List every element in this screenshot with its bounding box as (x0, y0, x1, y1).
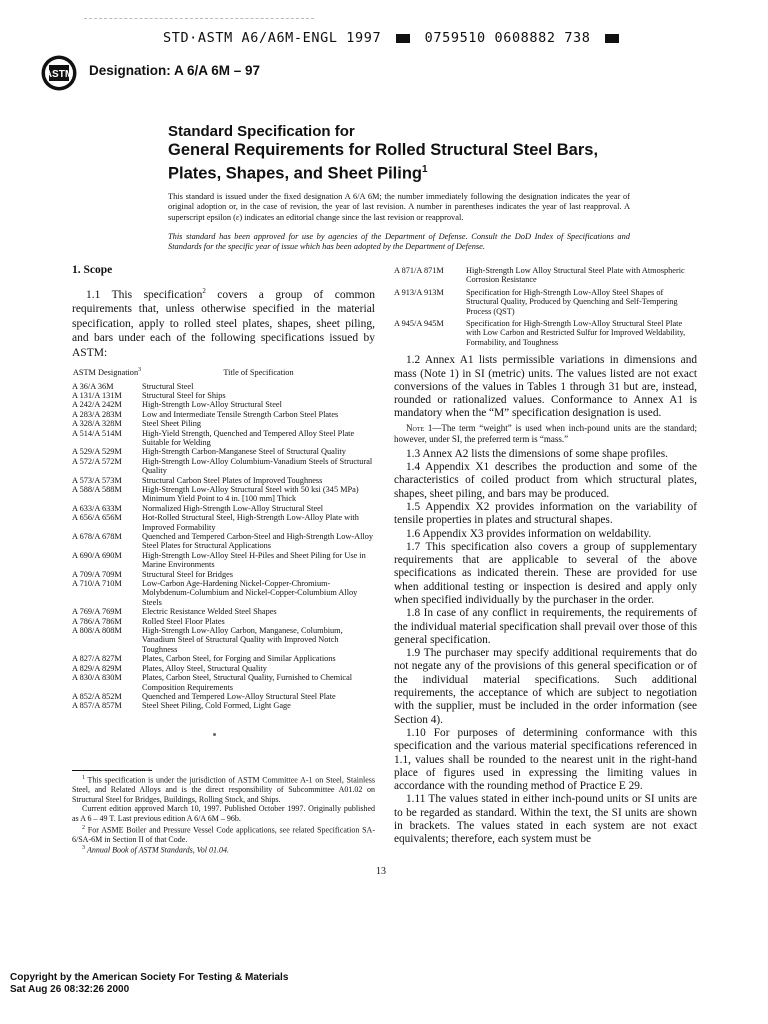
spec-designation: A 829/A 829M (72, 663, 122, 673)
spec-designation: A 242/A 242M (72, 400, 122, 410)
title-main: General Requirements for Rolled Structural Steel Bars, Plates, Shapes, and Sheet Piling (168, 141, 599, 183)
spec-title: High-Strength Low-Alloy Carbon, Manganese, Columbium, Vanadium Steel of Structural Quality with Improved Notch Toughness (142, 626, 343, 654)
p11-footnote-mark: 2 (202, 287, 206, 295)
table-row (72, 476, 375, 485)
approved-note: This standard has been approved for use by agencies of the Department of Defense. Consult the DoD Index of Specifications and Standards for the specific year of issue which has been adopted by the Department of Defense. (168, 232, 630, 252)
spec-title: High-Strength Low-Alloy Columbium-Vanadium Steels of Structural Quality (142, 456, 373, 476)
spec-designation: A 852/A 852M (72, 691, 122, 701)
table-row (72, 626, 375, 654)
table-row (72, 400, 375, 409)
spec-title: Quenched and Tempered Low-Alloy Structural Steel Plate (142, 691, 336, 701)
spec-title: Steel Sheet Piling (142, 419, 201, 429)
table-row (394, 266, 697, 288)
spec-title: Hot-Rolled Structural Steel, High-Strength Low-Alloy Plate with Improved Formability (142, 513, 359, 532)
fn3-text: Annual Book of ASTM Standards, Vol 01.04. (87, 846, 229, 856)
spec-title: Normalized High-Strength Low-Alloy Structural Steel (142, 503, 324, 513)
scope-heading: 1. Scope (72, 264, 113, 276)
fn1-mark: 1 (82, 775, 85, 781)
footnote-3 (72, 844, 375, 855)
table-row (72, 391, 375, 400)
table-row (72, 429, 375, 448)
page-number: 13 (376, 866, 386, 877)
spec-designation: A 786/A 786M (72, 616, 122, 626)
paragraph-1-4: 1.4 Appendix X1 describes the production and some of the characteristics of coiled product from which structural plates, shapes, sheet piling, and bars may be produced. (394, 461, 697, 500)
std-line-left: STD·ASTM A6/A6M-ENGL 1997 (163, 30, 382, 46)
spec-designation: A 945/A 945M (394, 319, 444, 329)
table-row (72, 664, 375, 673)
footnote-rule (72, 770, 152, 771)
table-row (72, 410, 375, 419)
spec-title: Plates, Carbon Steel, Structural Quality, Furnished to Chemical Composition Requirements (142, 673, 353, 692)
spec-designation: A 36/A 36M (72, 381, 114, 391)
p11-start: 1.1 This specification (86, 288, 203, 301)
table-row (72, 673, 375, 692)
spec-designation: A 588/A 588M (72, 484, 122, 494)
paragraph-1-11: 1.11 The values stated in either inch-pound units or SI units are to be regarded as standard. Within the text, the SI units are shown in brackets. The values stated in each system are not exact equivalents; therefore, each system must be (394, 793, 697, 846)
spec-title: Plates, Carbon Steel, for Forging and Similar Applications (142, 654, 336, 664)
col-header-designation (72, 366, 142, 381)
spec-title: High-Strength Low-Alloy Structural Steel (142, 400, 282, 410)
spec-title: Structural Carbon Steel Plates of Improved Toughness (142, 475, 323, 485)
col1-header-mark: 3 (138, 367, 142, 374)
table-row (72, 551, 375, 570)
spec-designation: A 871/A 871M (394, 266, 444, 275)
paragraph-1-1 (72, 284, 375, 360)
fn2-text: For ASME Boiler and Pressure Vessel Code applications, see related Specification SA-6/SA-6M in Section II of that Code. (72, 825, 375, 844)
paragraph-1-10: 1.10 For purposes of determining conformance with this specification and the various material specifications referenced in 1.1, values shall be rounded to the nearest unit in the right-hand place of figures used in expressing the limiting values in accordance with the rounding method of Practice E 29. (394, 726, 697, 793)
table-row (394, 319, 697, 350)
footnote-1 (72, 774, 375, 804)
spec-title: Low-Carbon Age-Hardening Nickel-Copper-Chromium-Molybdenum-Columbium and Nickel-Copper-Columbium Alloy Steels (142, 579, 358, 607)
table-row (72, 654, 375, 663)
note-1 (394, 423, 697, 445)
table-row (72, 504, 375, 513)
col-header-title: Title of Specification (223, 368, 294, 378)
table-row (394, 288, 697, 319)
spec-designation: A 633/A 633M (72, 503, 122, 513)
specification-table-continued (394, 266, 697, 350)
footnotes (72, 770, 375, 856)
document-title (168, 122, 638, 184)
title-line-1: Standard Specification for (168, 123, 355, 140)
document-id-line (163, 30, 625, 46)
footnote-2 (72, 824, 375, 845)
table-row (72, 447, 375, 456)
spec-title: High-Strength Carbon-Manganese Steel of Structural Quality (142, 447, 346, 457)
footnote-1b: Current edition approved March 10, 1997. Published October 1997. Originally published as A 6 – 49 T. Last previous edition A 6/A 6M – 96b. (72, 804, 375, 824)
title-footnote-mark: 1 (422, 164, 428, 175)
spec-designation: A 709/A 709M (72, 569, 122, 579)
spec-designation: A 573/A 573M (72, 475, 122, 485)
paragraph-1-8: 1.8 In case of any conflict in requirements, the requirements of the individual material specification shall prevail over those of this general specification. (394, 607, 697, 646)
right-column (394, 266, 697, 847)
astm-logo (40, 54, 78, 92)
spec-title: Specification for High-Strength Low-Alloy Steel Shapes of Structural Quality, Produced by Quenching and Self-Tempering Process (QST) (466, 287, 678, 316)
spec-designation: A 710/A 710M (72, 579, 122, 589)
spec-designation: A 913/A 913M (394, 287, 444, 297)
paragraph-1-9: 1.9 The purchaser may specify additional requirements that do not negate any of the provisions of this general specification or of the individual material specifications. Such additional requirements, the acceptance of which are subject to negotiation with the supplier, must be included in the order information (see Section 4). (394, 647, 697, 726)
paragraph-1-2: 1.2 Annex A1 lists permissible variations in dimensions and mass (Note 1) in SI (metric) units. The values listed are not exact conversions of the values in Tables 1 through 31 but are, instead, rounded or rationalized values. Conformance to Annex A1 is mandatory when the “M” specification designation is used. (394, 354, 697, 420)
spec-title: Rolled Steel Floor Plates (142, 616, 225, 626)
spec-title: High-Yield Strength, Quenched and Tempered Alloy Steel Plate Suitable for Welding (142, 428, 355, 447)
table-row (72, 579, 375, 607)
spec-title: Low and Intermediate Tensile Strength Carbon Steel Plates (142, 409, 339, 419)
spec-title: Structural Steel for Bridges (142, 569, 234, 579)
spec-title: High-Strength Low-Alloy Steel H-Piles and Sheet Piling for Use in Marine Environments (142, 550, 366, 570)
spec-designation: A 529/A 529M (72, 447, 122, 457)
spec-designation: A 827/A 827M (72, 654, 122, 664)
spec-title: High-Strength Low Alloy Structural Steel Plate with Atmospheric Corrosion Resistance (466, 266, 685, 285)
black-bar-mark (396, 34, 410, 43)
table-row (72, 532, 375, 551)
spec-designation: A 690/A 690M (72, 550, 122, 560)
paragraph-1-3: 1.3 Annex A2 lists the dimensions of some shape profiles. (406, 447, 669, 460)
spec-title: Plates, Alloy Steel, Structural Quality (142, 663, 267, 673)
table-row (72, 485, 375, 504)
issued-note: This standard is issued under the fixed designation A 6/A 6M; the number immediately following the designation indicates the year of original adoption or, in the case of revision, the year of last revision. A number in parentheses indicates the year of last reapproval. A superscript epsilon (ε) indicates an editorial change since the last revision or reapproval. (168, 192, 630, 222)
table-row (72, 457, 375, 476)
designation: Designation: A 6/A 6M – 97 (89, 63, 261, 78)
scan-speckle-line (84, 18, 314, 20)
copyright-line-1: Copyright by the American Society For Testing & Materials (10, 972, 289, 983)
col1-header-text: ASTM Designation (72, 368, 139, 378)
note-label: Note 1 (406, 422, 433, 433)
spec-designation: A 830/A 830M (72, 673, 122, 683)
spec-title: Specification for High-Strength Low-Alloy Structural Steel Plate with Low Carbon and Restricted Sulfur for Improved Weldability, Formability, and Toughness (466, 319, 686, 347)
spec-title: Structural Steel for Ships (142, 390, 226, 400)
spec-designation: A 328/A 328M (72, 419, 122, 429)
spec-title: Electric Resistance Welded Steel Shapes (142, 607, 277, 617)
table-row (72, 513, 375, 532)
table-row (72, 701, 375, 710)
spec-designation: A 656/A 656M (72, 513, 122, 523)
spec-designation: A 678/A 678M (72, 532, 122, 541)
spec-designation: A 572/A 572M (72, 456, 122, 466)
paragraph-1-7: 1.7 This specification also covers a group of supplementary requirements that are applicable to several of the above specifications as indicated therein. These are provided for use when additional testing or inspection is desired and apply only when specified individually by the purchaser in the order. (394, 540, 697, 606)
spec-title: Structural Steel (142, 381, 194, 391)
copyright-line-2: Sat Aug 26 08:32:26 2000 (10, 983, 130, 995)
fn3-mark: 3 (82, 845, 85, 852)
black-bar-mark-2 (605, 34, 619, 43)
table-row (72, 692, 375, 701)
table-row (72, 617, 375, 626)
specification-table (72, 366, 375, 710)
spec-designation: A 857/A 857M (72, 701, 122, 711)
table-row (72, 607, 375, 616)
copyright-notice (10, 972, 288, 995)
spec-title: Steel Sheet Piling, Cold Formed, Light Gage (142, 701, 291, 711)
spec-designation: A 131/A 131M (72, 390, 122, 400)
fn1-text: This specification is under the jurisdiction of ASTM Committee A-1 on Steel, Stainless Steel, and Related Alloys and is the direct responsibility of Subcommittee A01.02 on Structural Steel for Bridges, Buildings, Rolling Stock, and Ships. (72, 775, 375, 804)
table-row (72, 570, 375, 579)
spec-title: Quenched and Tempered Carbon-Steel and High-Strength Low-Alloy Steel Plates for Structural Applications (142, 532, 374, 551)
astm-logo-text: ASTM (44, 69, 74, 80)
table-row (72, 419, 375, 428)
spec-designation: A 283/A 283M (72, 409, 122, 419)
scan-dot (213, 733, 216, 736)
left-column (72, 264, 375, 711)
note-text: —The term “weight” is used when inch-pound units are the standard; however, under SI, the preferred term is “mass.” (394, 422, 697, 444)
title-line-2 (168, 141, 638, 184)
spec-title: High-Strength Low-Alloy Structural Steel with 50 ksi (345 MPa) Minimum Yield Point to 4 in. [100 mm] Thick (142, 484, 359, 504)
paragraph-1-5: 1.5 Appendix X2 provides information on the variability of tensile properties in plates and structural shapes. (394, 500, 697, 527)
fn2-mark: 2 (82, 824, 85, 831)
table-row (72, 382, 375, 391)
spec-designation: A 769/A 769M (72, 607, 122, 617)
p11-rest: covers a group of common requirements that, unless otherwise specified in the material specification, apply to rolled steel plates, shapes, sheet piling, and bars under each of the following specifications issued by ASTM: (72, 288, 375, 359)
paragraph-1-6: 1.6 Appendix X3 provides information on weldability. (406, 527, 652, 540)
spec-designation: A 808/A 808M (72, 626, 122, 636)
spec-designation: A 514/A 514M (72, 428, 122, 438)
std-line-right: 0759510 0608882 738 (424, 30, 591, 46)
